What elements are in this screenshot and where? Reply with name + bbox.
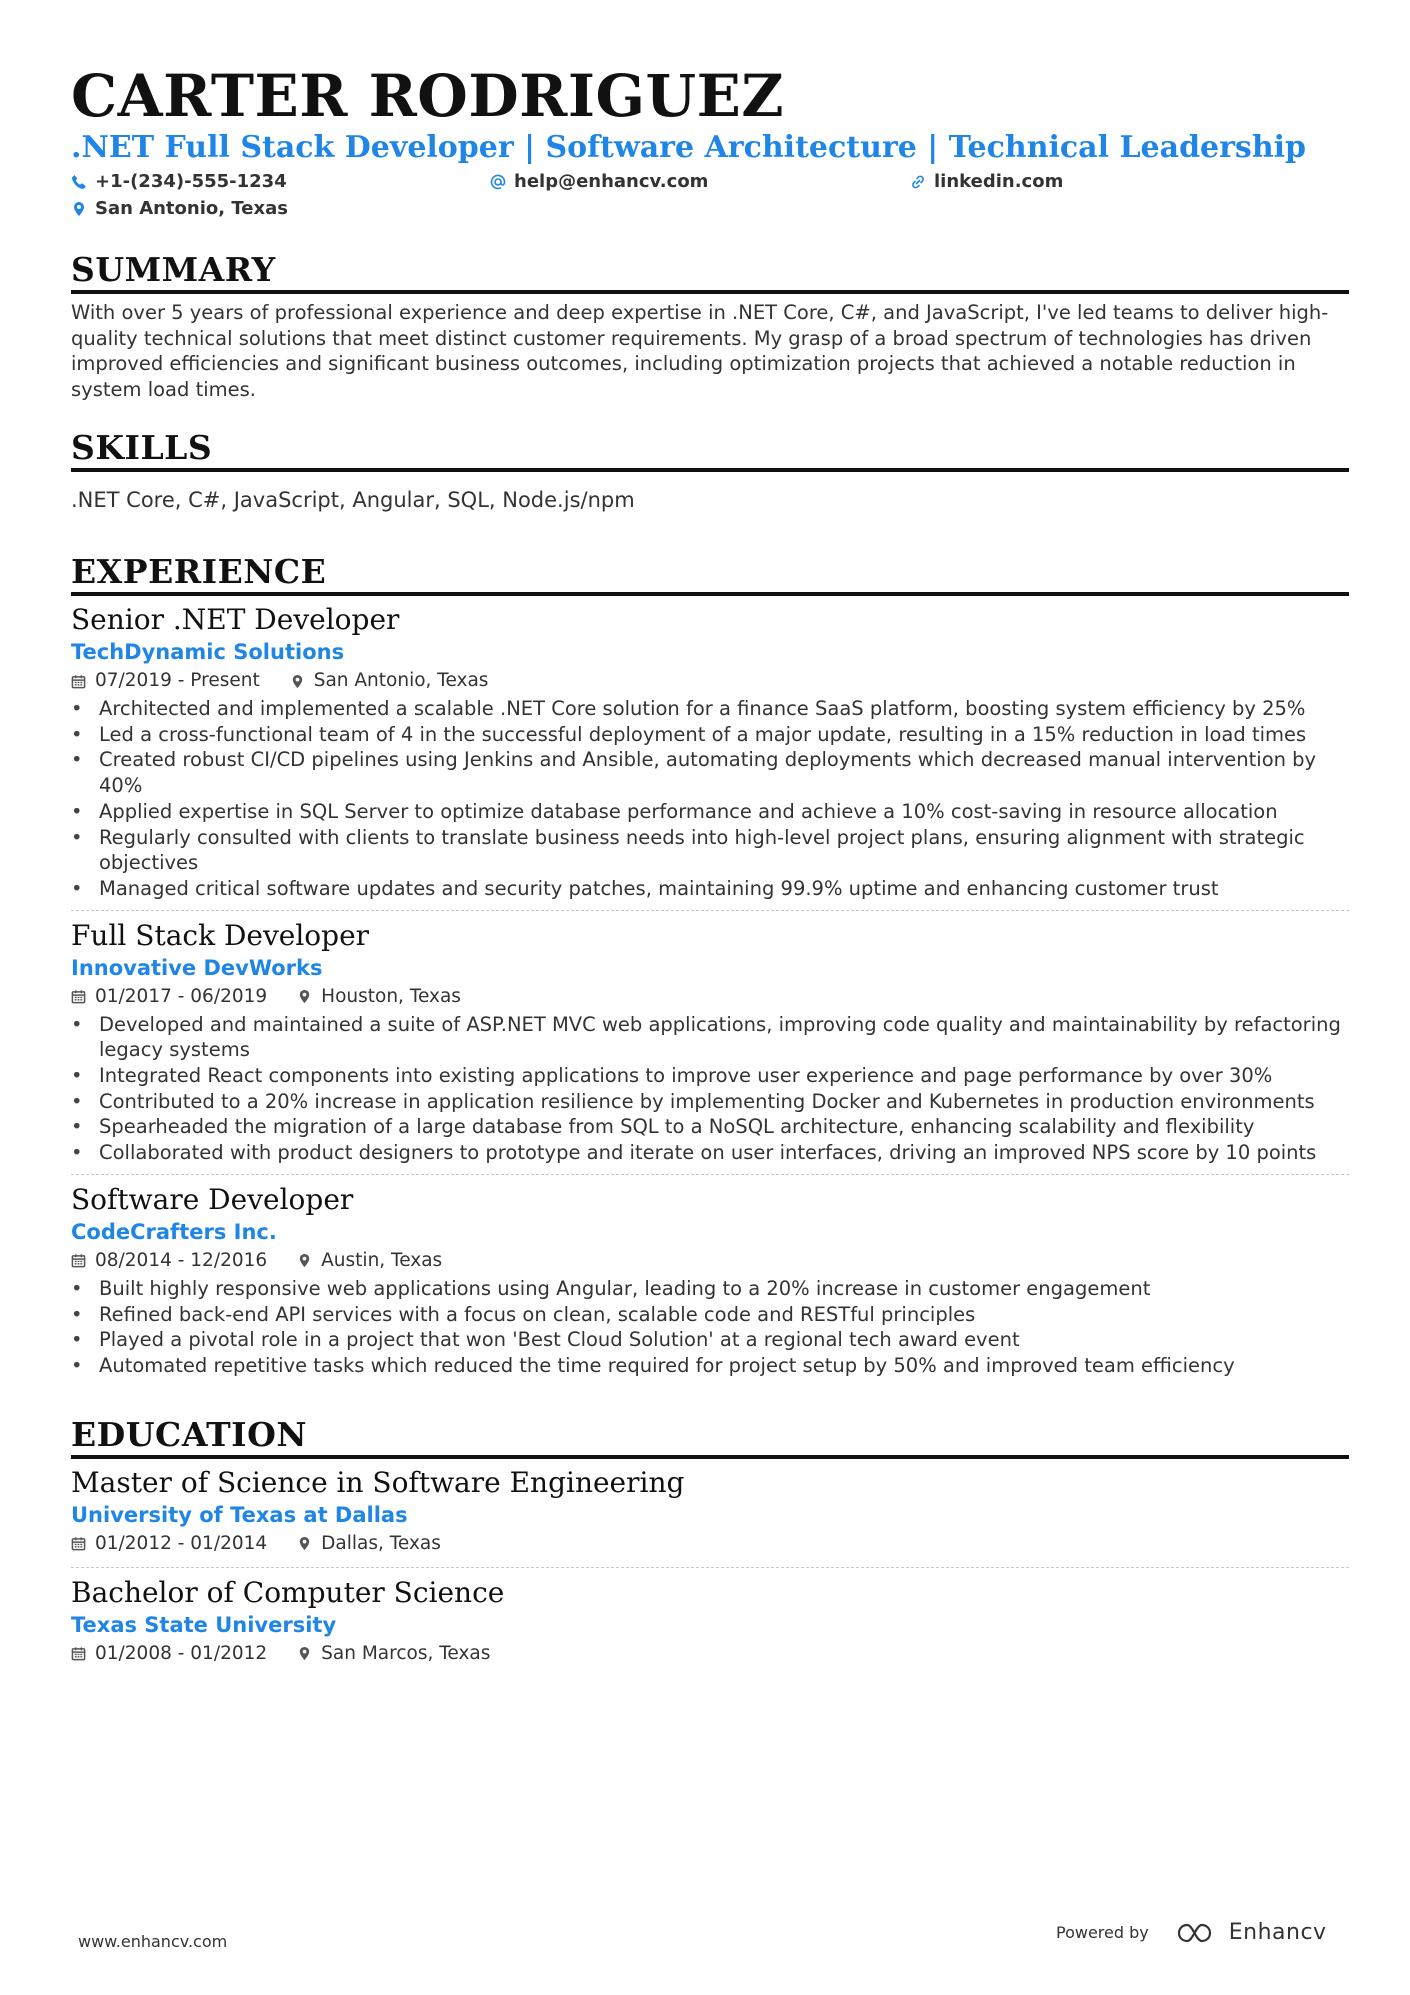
contact-location xyxy=(71,195,490,222)
education-location-text: San Marcos, Texas xyxy=(321,1642,491,1664)
degree-title: Master of Science in Software Engineering xyxy=(71,1465,685,1499)
footer-powered-by xyxy=(1056,1920,1327,1945)
headline: .NET Full Stack Developer | Software Architecture | Technical Leadership xyxy=(71,130,1307,165)
education-section xyxy=(71,1415,1349,1677)
job-title: Senior .NET Developer xyxy=(71,603,400,636)
experience-section xyxy=(71,552,1349,1387)
education-dates-text: 01/2012 - 01/2014 xyxy=(95,1532,268,1554)
location-pin-icon xyxy=(297,1253,312,1268)
job-meta xyxy=(71,982,1349,1012)
job-title: Full Stack Developer xyxy=(71,918,370,952)
bullet-item: • Architected and implemented a scalable .NET Core solution for a finance SaaS platform, boosting system efficiency by 25% xyxy=(71,696,1349,722)
bullet-item: • Collaborated with product designers to prototype and iterate on user interfaces, driving an improved NPS score by 10 points xyxy=(71,1140,1349,1166)
education-location xyxy=(297,1639,490,1669)
bullet-item: • Developed and maintained a suite of ASP.NET MVC web applications, improving code quality and maintainability by refactoring legacy systems xyxy=(71,1012,1349,1063)
location-pin-icon xyxy=(297,1646,312,1661)
skills-title: SKILLS xyxy=(71,428,1349,472)
job-location xyxy=(290,666,489,696)
footer-website[interactable]: www.enhancv.com xyxy=(78,1932,228,1951)
job-dates-text: 07/2019 - Present xyxy=(95,670,260,691)
job-location-text: San Antonio, Texas xyxy=(313,670,489,691)
link-icon xyxy=(910,174,926,190)
education-location-text: Dallas, Texas xyxy=(321,1532,441,1554)
location-pin-icon xyxy=(71,201,87,217)
education-dates xyxy=(71,1529,267,1559)
calendar-icon xyxy=(71,989,86,1004)
bullet-item: • Regularly consulted with clients to translate business needs into high-level project plans, ensuring alignment with strategic objectives xyxy=(71,825,1349,876)
job-dates xyxy=(71,1246,267,1276)
contact-phone[interactable] xyxy=(71,168,490,195)
job-title: Software Developer xyxy=(71,1182,354,1216)
contact-info xyxy=(71,168,1349,222)
enhancv-brand-text: Enhancv xyxy=(1228,1920,1327,1945)
company-name: TechDynamic Solutions xyxy=(71,640,345,664)
bullet-item: • Played a pivotal role in a project that won 'Best Cloud Solution' at a regional tech award event xyxy=(71,1327,1349,1353)
location-text: San Antonio, Texas xyxy=(95,198,288,219)
calendar-icon xyxy=(71,1646,86,1661)
contact-email[interactable] xyxy=(490,168,910,195)
resume-page xyxy=(71,62,1349,1684)
experience-title: EXPERIENCE xyxy=(71,552,1349,596)
phone-text: +1-(234)-555-1234 xyxy=(95,171,287,192)
location-pin-icon xyxy=(290,674,305,689)
location-pin-icon xyxy=(297,989,312,1004)
education-dates-text: 01/2008 - 01/2012 xyxy=(95,1642,268,1664)
job-dates xyxy=(71,666,260,696)
summary-section xyxy=(71,250,1349,402)
company-name: CodeCrafters Inc. xyxy=(71,1219,277,1244)
education-entry xyxy=(71,1575,1349,1677)
location-pin-icon xyxy=(297,1536,312,1551)
calendar-icon xyxy=(71,674,86,689)
bullet-item: • Automated repetitive tasks which reduced the time required for project setup by 50% and improved team efficiency xyxy=(71,1353,1349,1379)
job-bullets xyxy=(71,1276,1349,1379)
candidate-name: CARTER RODRIGUEZ xyxy=(71,62,785,130)
job-location-text: Austin, Texas xyxy=(321,1249,443,1271)
powered-by-text: Powered by xyxy=(1056,1923,1149,1942)
skills-section xyxy=(71,428,1349,514)
bullet-item: • Managed critical software updates and security patches, maintaining 99.9% uptime and enhancing customer trust xyxy=(71,876,1349,902)
enhancv-logo-icon xyxy=(1177,1921,1221,1945)
school-name: University of Texas at Dallas xyxy=(71,1502,408,1527)
job-location xyxy=(297,1246,442,1276)
job-dates-text: 01/2017 - 06/2019 xyxy=(95,985,268,1007)
education-meta xyxy=(71,1529,1349,1559)
education-title: EDUCATION xyxy=(71,1415,1349,1459)
calendar-icon xyxy=(71,1536,86,1551)
job-dates-text: 08/2014 - 12/2016 xyxy=(95,1249,268,1271)
education-dates xyxy=(71,1639,267,1669)
calendar-icon xyxy=(71,1253,86,1268)
bullet-item: • Led a cross-functional team of 4 in the successful deployment of a major update, resulting in a 15% reduction in load times xyxy=(71,722,1349,748)
education-entry xyxy=(71,1465,1349,1568)
summary-text: With over 5 years of professional experience and deep expertise in .NET Core, C#, and JavaScript, I've led teams to deliver high-quality technical solutions that meet distinct customer requirements. My grasp of a broad spectrum of technologies has driven improved efficiencies and significant business outcomes, including optimization projects that achieved a notable reduction in system load times. xyxy=(71,301,1329,401)
linkedin-text: linkedin.com xyxy=(934,171,1064,192)
bullet-item: • Applied expertise in SQL Server to optimize database performance and achieve a 10% cost-saving in resource allocation xyxy=(71,799,1349,825)
summary-title: SUMMARY xyxy=(71,250,1349,294)
bullet-item: • Refined back-end API services with a focus on clean, scalable code and RESTful principles xyxy=(71,1302,1349,1328)
job-entry xyxy=(71,1182,1349,1387)
contact-linkedin[interactable] xyxy=(910,168,1330,195)
job-bullets xyxy=(71,1012,1349,1166)
job-entry xyxy=(71,602,1349,911)
company-name: Innovative DevWorks xyxy=(71,955,323,980)
job-entry xyxy=(71,918,1349,1175)
school-name: Texas State University xyxy=(71,1612,337,1637)
job-dates xyxy=(71,982,267,1012)
skills-text: .NET Core, C#, JavaScript, Angular, SQL, Node.js/npm xyxy=(71,488,635,512)
job-meta xyxy=(71,666,1349,696)
at-icon xyxy=(490,174,506,190)
bullet-item: • Contributed to a 20% increase in application resilience by implementing Docker and Kubernetes in production environments xyxy=(71,1089,1349,1115)
degree-title: Bachelor of Computer Science xyxy=(71,1575,505,1609)
job-bullets xyxy=(71,696,1349,902)
enhancv-logo[interactable] xyxy=(1177,1920,1327,1945)
job-meta xyxy=(71,1246,1349,1276)
education-location xyxy=(297,1529,441,1559)
email-text: help@enhancv.com xyxy=(514,171,709,192)
job-location xyxy=(297,982,461,1012)
bullet-item: • Integrated React components into existing applications to improve user experience and page performance by over 30% xyxy=(71,1063,1349,1089)
bullet-item: • Spearheaded the migration of a large database from SQL to a NoSQL architecture, enhancing scalability and flexibility xyxy=(71,1114,1349,1140)
bullet-item: • Built highly responsive web applications using Angular, leading to a 20% increase in customer engagement xyxy=(71,1276,1349,1302)
phone-icon xyxy=(71,174,87,190)
bullet-item: • Created robust CI/CD pipelines using Jenkins and Ansible, automating deployments which decreased manual intervention by 40% xyxy=(71,747,1349,798)
education-meta xyxy=(71,1639,1349,1669)
job-location-text: Houston, Texas xyxy=(321,985,461,1007)
